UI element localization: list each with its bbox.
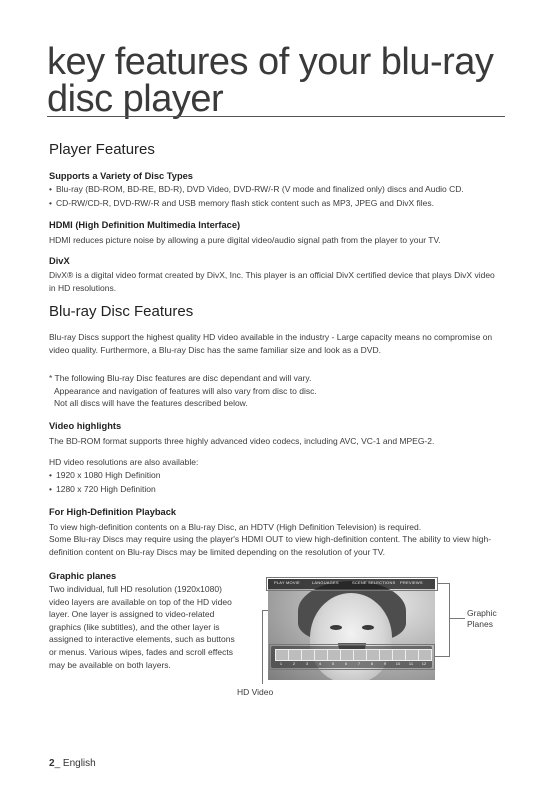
scene-thumbnail-number: 11 [408,661,414,666]
disc-types-bullet-2: • CD-RW/CD-R, DVD-RW/-R and USB memory flash stick content such as MP3, JPEG and DivX files. [49,197,509,210]
page-number: 2 [49,758,55,769]
scene-thumbnail-number: 4 [318,661,322,666]
graphic-plane-bottom-frame [269,644,435,670]
menu-item-scene-selections: SCENE SELECTIONS [352,580,396,585]
page-title-line-1: key features of your blu-ray [47,41,494,83]
callout-line-bottom [434,656,450,657]
player-features-heading: Player Features [49,141,155,158]
scene-thumbnail-number: 6 [344,661,348,666]
hdmi-text: HDMI reduces picture noise by allowing a pure digital video/audio signal path from the player to your TV. [49,235,441,245]
menu-item-languages: LANGUAGES [312,580,339,585]
hd-video-callout-vertical [262,610,263,684]
playback-heading: For High-Definition Playback [49,507,177,517]
resolution-item-2: • 1280 x 720 High Definition [49,483,509,496]
graphic-planes-text: Two individual, full HD resolution (1920x1080) video layers are available on top of the HD video layer. One layer is assigned to video-related graphics (like subtitles), and the other layer is assigned to interactive elements, such as buttons or menus. Various wipes, fades and scroll effects may be available on both layers. [49,584,235,670]
playback-line-2: Some Blu-ray Discs may require using the player's HDMI OUT to view high-definition content. The ability to view high-definition content on Blu-ray Discs may be limited depending on the resolution of your TV. [49,534,492,557]
resolution-item-1: • 1920 x 1080 High Definition [49,469,509,482]
playback-line-1: To view high-definition contents on a Blu-ray Disc, an HDTV (High Definition Television) is required. [49,522,422,532]
bluray-note-line-2: Appearance and navigation of features will also vary from disc to disc. [54,386,317,396]
callout-line-label [449,618,465,619]
page-footer [49,758,96,769]
scene-thumbnail-number: 10 [395,661,401,666]
picture-right-eye [362,625,374,630]
scene-thumbnail-number: 9 [383,661,387,666]
menu-item-previews: PREVIEWS [400,580,423,585]
bluray-features-heading: Blu-ray Disc Features [49,303,194,320]
scene-thumbnail-number: 2 [292,661,296,666]
callout-line-vertical [449,583,450,657]
hdmi-heading: HDMI (High Definition Multimedia Interface) [49,220,241,230]
disc-types-bullet-1: • Blu-ray (BD-ROM, BD-RE, BD-R), DVD Video, DVD-RW/-R (V mode and finalized only) discs and Audio CD. [49,183,509,196]
callout-line-top [437,583,449,584]
page-title [47,41,507,120]
hd-video-label: HD Video [237,687,274,697]
graphic-planes-label [467,608,497,630]
divx-text: DivX® is a digital video format created by DivX, Inc. This player is an official DivX certified device that plays DivX video in HD resolutions. [49,270,495,293]
video-highlights-heading: Video highlights [49,421,122,431]
graphic-planes-label-line-1: Graphic [467,608,497,618]
menu-item-play-movie: PLAY MOVIE [274,580,300,585]
page-title-line-2: disc player [47,78,224,120]
graphic-plane-top-frame [266,577,438,591]
graphic-planes-heading: Graphic planes [49,571,117,581]
divx-heading: DivX [49,256,70,266]
picture-left-eye [330,625,342,630]
graphic-planes-label-line-2: Planes [467,619,493,629]
bluray-note-line-3: Not all discs will have the features described below. [54,398,248,408]
bluray-note-line-1: * The following Blu-ray Disc features are disc dependant and will vary. [49,373,312,383]
disc-types-heading: Supports a Variety of Disc Types [49,171,193,181]
scene-thumbnail-number: 3 [305,661,309,666]
scene-thumbnail-number: 12 [421,661,427,666]
footer-language: _ English [54,758,96,769]
video-highlights-text: The BD-ROM format supports three highly advanced video codecs, including AVC, VC-1 and MPEG-2. [49,436,435,446]
resolutions-intro: HD video resolutions are also available: [49,457,199,467]
scene-thumbnail-number: 5 [331,661,335,666]
title-rule [47,116,505,117]
bluray-intro: Blu-ray Discs support the highest quality HD video available in the industry - Large capacity means no compromise on video quality. Furthermore, a Blu-ray Disc has the same familiar size and look as a DVD. [49,332,493,355]
scene-thumbnail-number: 7 [357,661,361,666]
scene-thumbnail-number: 1 [279,661,283,666]
scene-thumbnail-number: 8 [370,661,374,666]
